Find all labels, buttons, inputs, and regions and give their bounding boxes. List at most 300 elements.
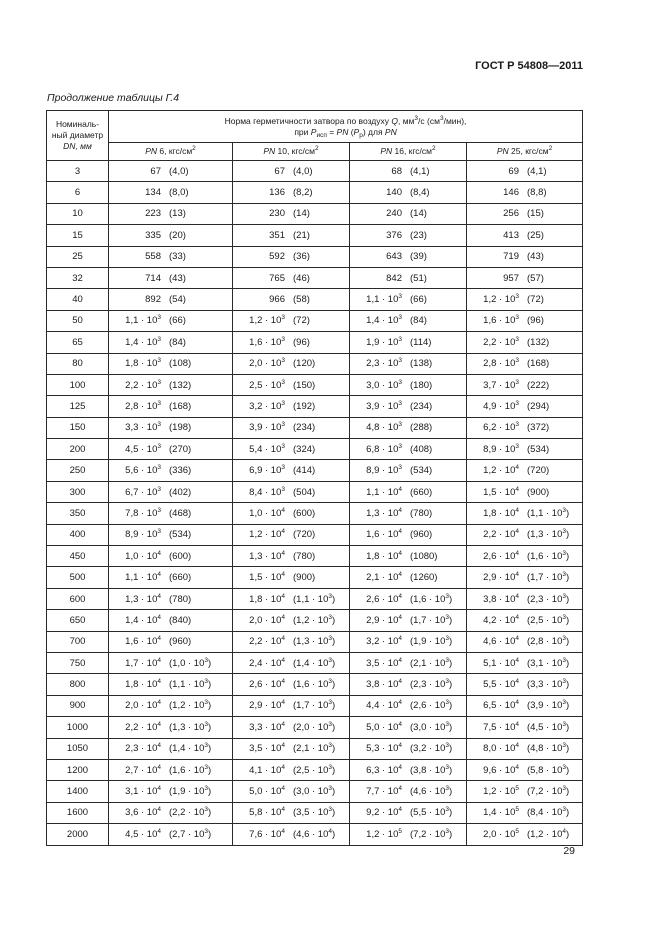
leak-rate-cm3min: $(2,3 \cdot 10^3)$: [527, 592, 570, 605]
leak-rate-cell: [109, 182, 233, 203]
leak-rate-cell: [109, 674, 233, 695]
leak-rate-cell: [350, 161, 467, 182]
table-row: [47, 610, 583, 631]
leak-rate-cm3min: (36): [293, 251, 310, 263]
leak-rate-mm3s: $1,1 \cdot 10^3$: [125, 314, 161, 327]
leak-rate-cm3min: (288): [410, 422, 433, 434]
leak-rate-cell: [233, 417, 350, 438]
leak-rate-cell: [350, 353, 467, 374]
table-row: [47, 353, 583, 374]
pn25-column-header: PN 25, кгс/$см^2$: [467, 143, 583, 161]
leak-rate-mm3s: $7,8 \cdot 10^3$: [125, 506, 161, 519]
norm-header: [109, 111, 583, 143]
dn-cell: 750: [47, 652, 109, 673]
leak-rate-cm3min: (13): [169, 208, 186, 220]
leak-rate-mm3s: $2,0 \cdot 10^3$: [249, 357, 285, 370]
dn-cell: 125: [47, 396, 109, 417]
leak-rate-cell: [467, 759, 583, 780]
leak-rate-mm3s: $2,6 \cdot 10^4$: [249, 678, 285, 691]
leak-rate-mm3s: $2,7 \cdot 10^4$: [125, 763, 161, 776]
leak-rate-cell: [109, 631, 233, 652]
leak-rate-cm3min: (20): [169, 229, 186, 241]
leak-rate-mm3s: $1,4 \cdot 10^3$: [125, 335, 161, 348]
dn-cell: 500: [47, 567, 109, 588]
leak-rate-cell: [350, 546, 467, 567]
leak-rate-cm3min: $(1,6 \cdot 10^3)$: [169, 763, 212, 776]
leak-rate-cell: [350, 246, 467, 267]
leak-rate-mm3s: $8,0 \cdot 10^4$: [483, 742, 519, 755]
leak-rate-cell: [467, 310, 583, 331]
leak-rate-cell: [467, 546, 583, 567]
leak-rate-cell: [233, 310, 350, 331]
leak-rate-cm3min: (21): [293, 229, 310, 241]
leak-rate-mm3s: $3,5 \cdot 10^4$: [366, 656, 402, 669]
leak-rate-cm3min: (534): [527, 443, 550, 455]
leak-rate-mm3s: 67: [274, 165, 285, 177]
leak-rate-cm3min: (660): [410, 486, 433, 498]
leak-rate-mm3s: $4,4 \cdot 10^4$: [366, 699, 402, 712]
dn-cell: 250: [47, 460, 109, 481]
table-row: [47, 439, 583, 460]
leak-rate-mm3s: $2,5 \cdot 10^3$: [249, 378, 285, 391]
dn-cell: 450: [47, 546, 109, 567]
leak-rate-mm3s: 146: [503, 187, 519, 199]
dn-cell: 100: [47, 374, 109, 395]
dn-cell: 1600: [47, 802, 109, 823]
leak-rate-cell: [233, 567, 350, 588]
dn-cell: 1050: [47, 738, 109, 759]
leak-rate-cm3min: $(2,2 \cdot 10^3)$: [169, 806, 212, 819]
leak-rate-cm3min: (324): [293, 443, 316, 455]
leak-rate-cm3min: $(4,8 \cdot 10^3)$: [527, 742, 570, 755]
leak-rate-mm3s: 966: [269, 294, 285, 306]
leak-rate-cm3min: $(1,2 \cdot 10^3)$: [169, 699, 212, 712]
leak-rate-cm3min: (43): [527, 251, 544, 263]
table-row: [47, 481, 583, 502]
leak-rate-cell: [233, 759, 350, 780]
leak-rate-cell: [350, 802, 467, 823]
leak-rate-mm3s: $2,9 \cdot 10^4$: [249, 699, 285, 712]
dn-cell: 1400: [47, 781, 109, 802]
leak-rate-mm3s: $6,2 \cdot 10^3$: [483, 421, 519, 434]
leak-rate-cell: [350, 460, 467, 481]
leak-rate-cell: [109, 824, 233, 845]
leak-rate-mm3s: $3,9 \cdot 10^3$: [366, 399, 402, 412]
leak-rate-mm3s: $3,0 \cdot 10^3$: [366, 378, 402, 391]
leak-rate-cell: [233, 781, 350, 802]
leak-rate-cm3min: (408): [410, 443, 433, 455]
leak-rate-cell: [109, 332, 233, 353]
leak-rate-cm3min: (72): [527, 294, 544, 306]
leak-rate-cell: [467, 439, 583, 460]
leak-rate-mm3s: 68: [391, 165, 402, 177]
leak-rate-cell: [233, 396, 350, 417]
table-caption: Продолжение таблицы Г.4: [47, 92, 180, 104]
leak-rate-mm3s: $1,8 \cdot 10^4$: [125, 678, 161, 691]
leak-rate-cm3min: (14): [410, 208, 427, 220]
leak-rate-cell: [467, 631, 583, 652]
leak-rate-cm3min: (51): [410, 272, 427, 284]
leak-rate-mm3s: 714: [145, 272, 161, 284]
dn-cell: 400: [47, 524, 109, 545]
leak-rate-mm3s: $1,6 \cdot 10^3$: [249, 335, 285, 348]
leak-rate-mm3s: $2,2 \cdot 10^4$: [125, 720, 161, 733]
leak-rate-cm3min: (23): [410, 229, 427, 241]
leak-rate-mm3s: $2,3 \cdot 10^3$: [366, 357, 402, 370]
leak-rate-mm3s: 413: [503, 229, 519, 241]
leak-rate-cell: [350, 652, 467, 673]
leak-rate-mm3s: 230: [269, 208, 285, 220]
dn-cell: 3: [47, 161, 109, 182]
leak-rate-cell: [233, 289, 350, 310]
leak-rate-mm3s: $6,5 \cdot 10^4$: [483, 699, 519, 712]
leak-rate-mm3s: $8,4 \cdot 10^3$: [249, 485, 285, 498]
leak-rate-cell: [109, 524, 233, 545]
leak-rate-cell: [109, 246, 233, 267]
leak-rate-cm3min: (468): [169, 507, 192, 519]
leak-rate-cell: [467, 738, 583, 759]
leak-rate-cm3min: (372): [527, 422, 550, 434]
leak-rate-cm3min: (14): [293, 208, 310, 220]
leak-rate-mm3s: $8,9 \cdot 10^3$: [483, 442, 519, 455]
leak-rate-cell: [350, 759, 467, 780]
leak-rate-cell: [467, 674, 583, 695]
leak-rate-cell: [233, 374, 350, 395]
leak-rate-mm3s: 335: [145, 229, 161, 241]
leak-rate-cm3min: $(1,6 \cdot 10^3)$: [410, 592, 453, 605]
leak-rate-mm3s: $4,5 \cdot 10^3$: [125, 442, 161, 455]
leak-rate-cm3min: (168): [169, 400, 192, 412]
leak-rate-cell: [233, 503, 350, 524]
leak-rate-mm3s: $1,7 \cdot 10^4$: [125, 656, 161, 669]
leak-rate-cell: [109, 503, 233, 524]
leak-rate-cm3min: (96): [293, 336, 310, 348]
leak-rate-cm3min: (504): [293, 486, 316, 498]
norm-header-line-2: при $P_{исп}$ = PN $(P_р)$ для PN: [294, 126, 397, 139]
leak-rate-cm3min: $(7,2 \cdot 10^3)$: [410, 827, 453, 840]
leak-rate-cm3min: (120): [293, 358, 316, 370]
leak-rate-mm3s: $1,5 \cdot 10^4$: [249, 571, 285, 584]
leak-rate-cell: [350, 332, 467, 353]
table-row: [47, 374, 583, 395]
leak-rate-cell: [233, 652, 350, 673]
leak-rate-cm3min: $(1,1 \cdot 10^3)$: [527, 506, 570, 519]
leak-rate-cm3min: $(2,6 \cdot 10^3)$: [410, 699, 453, 712]
leak-rate-mm3s: $4,8 \cdot 10^3$: [366, 421, 402, 434]
table-row: [47, 225, 583, 246]
leak-rate-cell: [350, 674, 467, 695]
dn-cell: 200: [47, 439, 109, 460]
leak-rate-cell: [109, 310, 233, 331]
leak-rate-cm3min: (720): [293, 529, 316, 541]
leak-rate-cell: [350, 524, 467, 545]
leak-rate-cell: [467, 503, 583, 524]
leak-rate-mm3s: $1,4 \cdot 10^5$: [483, 806, 519, 819]
leak-rate-cell: [350, 267, 467, 288]
leak-rate-cell: [109, 759, 233, 780]
leak-rate-cell: [467, 225, 583, 246]
leak-rate-mm3s: $3,6 \cdot 10^4$: [125, 806, 161, 819]
leak-rate-cm3min: (534): [410, 465, 433, 477]
leak-rate-cm3min: $(3,9 \cdot 10^3)$: [527, 699, 570, 712]
leak-rate-cell: [350, 695, 467, 716]
leak-rate-cm3min: (900): [293, 572, 316, 584]
leak-rate-mm3s: $3,1 \cdot 10^4$: [125, 785, 161, 798]
leak-rate-mm3s: $3,2 \cdot 10^4$: [366, 635, 402, 648]
leak-rate-cm3min: (8,0): [169, 187, 189, 199]
leak-rate-cm3min: (780): [293, 550, 316, 562]
leak-rate-cell: [109, 203, 233, 224]
table-row: [47, 332, 583, 353]
leak-rate-mm3s: 69: [508, 165, 519, 177]
leak-rate-mm3s: $7,6 \cdot 10^4$: [249, 827, 285, 840]
table-row: [47, 524, 583, 545]
table-row: [47, 652, 583, 673]
dn-cell: 1200: [47, 759, 109, 780]
leak-rate-cm3min: $(2,1 \cdot 10^3)$: [293, 742, 336, 755]
leak-rate-cm3min: (192): [293, 400, 316, 412]
leak-rate-cm3min: (8,8): [527, 187, 547, 199]
leak-rate-mm3s: $1,2 \cdot 10^5$: [483, 785, 519, 798]
leak-rate-mm3s: 256: [503, 208, 519, 220]
leak-rate-cell: [350, 225, 467, 246]
leak-rate-mm3s: $1,2 \cdot 10^4$: [249, 528, 285, 541]
leak-rate-mm3s: $5,3 \cdot 10^4$: [366, 742, 402, 755]
leak-rate-cm3min: $(1,2 \cdot 10^3)$: [293, 613, 336, 626]
leak-rate-mm3s: 67: [150, 165, 161, 177]
leak-rate-mm3s: $3,2 \cdot 10^3$: [249, 399, 285, 412]
leak-rate-mm3s: $1,3 \cdot 10^4$: [249, 549, 285, 562]
leak-rate-cell: [233, 524, 350, 545]
leak-rate-mm3s: $3,8 \cdot 10^4$: [366, 678, 402, 691]
leak-rate-mm3s: $4,2 \cdot 10^4$: [483, 613, 519, 626]
leak-rate-cm3min: $(3,0 \cdot 10^3)$: [410, 720, 453, 733]
leak-rate-cell: [350, 588, 467, 609]
leak-rate-cell: [109, 353, 233, 374]
leak-rate-cell: [109, 588, 233, 609]
leak-rate-cm3min: $(1,4 \cdot 10^3)$: [293, 656, 336, 669]
leak-rate-cm3min: $(1,9 \cdot 10^3)$: [169, 785, 212, 798]
leak-rate-cell: [233, 203, 350, 224]
leak-rate-cm3min: (96): [527, 315, 544, 327]
leak-rate-mm3s: $1,1 \cdot 10^4$: [366, 485, 402, 498]
leak-rate-cell: [467, 460, 583, 481]
leak-rate-cm3min: (4,0): [293, 165, 313, 177]
leak-rate-mm3s: $1,2 \cdot 10^5$: [366, 827, 402, 840]
leak-rate-cm3min: (336): [169, 465, 192, 477]
leak-rate-cell: [467, 695, 583, 716]
dn-cell: 65: [47, 332, 109, 353]
leak-rate-cm3min: (58): [293, 294, 310, 306]
leak-rate-mm3s: $3,7 \cdot 10^3$: [483, 378, 519, 391]
table-row: [47, 824, 583, 845]
leak-rate-cell: [350, 567, 467, 588]
dn-column-header: [47, 111, 109, 161]
leak-rate-mm3s: $9,6 \cdot 10^4$: [483, 763, 519, 776]
norm-header-line-1: Норма герметичности затвора по воздуху Q, $мм^3/с$ $(см^3/мин)$,: [224, 114, 467, 126]
leak-rate-cell: [233, 246, 350, 267]
leak-rate-cell: [467, 353, 583, 374]
table-row: [47, 759, 583, 780]
leak-rate-cm3min: $(2,8 \cdot 10^3)$: [527, 635, 570, 648]
leak-rate-cm3min: $(1,6 \cdot 10^3)$: [527, 549, 570, 562]
leak-rate-cm3min: (234): [410, 400, 433, 412]
leak-rate-cell: [109, 717, 233, 738]
leak-rate-cm3min: $(1,0 \cdot 10^3)$: [169, 656, 212, 669]
leak-rate-mm3s: 592: [269, 251, 285, 263]
leak-rate-cell: [350, 781, 467, 802]
leak-rate-cell: [467, 203, 583, 224]
leak-rate-cm3min: $(2,7 \cdot 10^3)$: [169, 827, 212, 840]
leak-rate-cell: [109, 374, 233, 395]
leak-rate-cell: [233, 225, 350, 246]
leak-rate-cm3min: (900): [527, 486, 550, 498]
leak-rate-mm3s: $7,5 \cdot 10^4$: [483, 720, 519, 733]
leak-rate-cell: [467, 781, 583, 802]
leak-rate-mm3s: $1,8 \cdot 10^3$: [125, 357, 161, 370]
dn-header-line: DN, мм: [63, 141, 92, 151]
leak-rate-cm3min: $(8,4 \cdot 10^3)$: [527, 806, 570, 819]
leak-rate-mm3s: $1,8 \cdot 10^4$: [249, 592, 285, 605]
dn-cell: 150: [47, 417, 109, 438]
leak-rate-cm3min: (72): [293, 315, 310, 327]
leak-rate-mm3s: $1,1 \cdot 10^3$: [366, 293, 402, 306]
leak-rate-cm3min: $(4,6 \cdot 10^4)$: [293, 827, 336, 840]
leak-rate-cm3min: $(3,8 \cdot 10^3)$: [410, 763, 453, 776]
dn-cell: 32: [47, 267, 109, 288]
dn-cell: 50: [47, 310, 109, 331]
leak-rate-mm3s: $1,3 \cdot 10^4$: [366, 506, 402, 519]
leak-rate-cell: [233, 717, 350, 738]
leak-rate-cell: [467, 246, 583, 267]
leak-rate-cm3min: (600): [293, 507, 316, 519]
leak-rate-mm3s: $3,3 \cdot 10^4$: [249, 720, 285, 733]
leak-rate-cell: [467, 824, 583, 845]
leak-rate-cm3min: (57): [527, 272, 544, 284]
dn-cell: 800: [47, 674, 109, 695]
leak-rate-cell: [350, 631, 467, 652]
leak-rate-cell: [109, 695, 233, 716]
pn6-column-header: PN 6, кгс/$см^2$: [109, 143, 233, 161]
leak-rate-cell: [109, 396, 233, 417]
leak-rate-cell: [109, 610, 233, 631]
leak-rate-cell: [233, 460, 350, 481]
leak-rate-cm3min: (168): [527, 358, 550, 370]
leak-rate-cm3min: (138): [410, 358, 433, 370]
leak-rate-cm3min: (33): [169, 251, 186, 263]
leak-rate-mm3s: $2,9 \cdot 10^4$: [483, 571, 519, 584]
leak-rate-cell: [467, 161, 583, 182]
leak-rate-cell: [467, 182, 583, 203]
leak-rate-mm3s: $5,6 \cdot 10^3$: [125, 464, 161, 477]
leak-rate-mm3s: $4,9 \cdot 10^3$: [483, 399, 519, 412]
dn-cell: 300: [47, 481, 109, 502]
leak-rate-mm3s: $5,0 \cdot 10^4$: [366, 720, 402, 733]
leak-rate-cm3min: (132): [169, 379, 192, 391]
leak-rate-cell: [233, 332, 350, 353]
leak-rate-cell: [467, 267, 583, 288]
leak-rate-mm3s: $4,6 \cdot 10^4$: [483, 635, 519, 648]
leak-rate-cm3min: $(5,8 \cdot 10^3)$: [527, 763, 570, 776]
leak-rate-cell: [233, 631, 350, 652]
leak-rate-mm3s: $6,8 \cdot 10^3$: [366, 442, 402, 455]
leak-rate-mm3s: $2,3 \cdot 10^4$: [125, 742, 161, 755]
table-row: [47, 674, 583, 695]
leak-rate-cell: [467, 374, 583, 395]
leak-rate-cm3min: (54): [169, 294, 186, 306]
leak-rate-mm3s: $6,7 \cdot 10^3$: [125, 485, 161, 498]
leak-rate-cell: [467, 332, 583, 353]
pn16-column-header: PN 16, кгс/$см^2$: [350, 143, 467, 161]
leak-rate-mm3s: 765: [269, 272, 285, 284]
leak-rate-cm3min: (132): [527, 336, 550, 348]
leak-rate-mm3s: $2,0 \cdot 10^4$: [125, 699, 161, 712]
leak-rate-cell: [109, 567, 233, 588]
leak-rate-mm3s: $5,8 \cdot 10^4$: [249, 806, 285, 819]
leak-rate-cell: [109, 161, 233, 182]
leak-rate-cell: [109, 546, 233, 567]
leak-rate-cm3min: (8,4): [410, 187, 430, 199]
dn-cell: 6: [47, 182, 109, 203]
leak-rate-cell: [233, 695, 350, 716]
leak-rate-mm3s: 136: [269, 187, 285, 199]
leak-rate-mm3s: $1,0 \cdot 10^4$: [125, 549, 161, 562]
leak-rate-mm3s: 376: [386, 229, 402, 241]
leak-rate-cell: [109, 802, 233, 823]
leak-rate-cm3min: $(1,3 \cdot 10^3)$: [169, 720, 212, 733]
table-row: [47, 717, 583, 738]
table-row: [47, 310, 583, 331]
leak-rate-mm3s: $8,9 \cdot 10^3$: [366, 464, 402, 477]
leak-rate-mm3s: $1,3 \cdot 10^4$: [125, 592, 161, 605]
leak-rate-mm3s: $3,5 \cdot 10^4$: [249, 742, 285, 755]
leak-rate-cell: [467, 524, 583, 545]
leak-rate-cm3min: (4,1): [527, 165, 547, 177]
leak-rate-cell: [109, 738, 233, 759]
leak-rate-cm3min: (4,0): [169, 165, 189, 177]
leak-rate-cell: [233, 353, 350, 374]
leak-rate-cell: [109, 289, 233, 310]
leak-rate-cell: [233, 824, 350, 845]
table-row: [47, 161, 583, 182]
leak-rate-cm3min: (294): [527, 400, 550, 412]
leak-rate-mm3s: $2,0 \cdot 10^5$: [483, 827, 519, 840]
leak-rate-cm3min: $(1,6 \cdot 10^3)$: [293, 678, 336, 691]
leak-rate-cm3min: $(7,2 \cdot 10^3)$: [527, 785, 570, 798]
leak-rate-mm3s: $1,2 \cdot 10^4$: [483, 464, 519, 477]
leak-rate-cm3min: $(4,6 \cdot 10^3)$: [410, 785, 453, 798]
table-row: [47, 267, 583, 288]
leak-rate-cm3min: (84): [410, 315, 427, 327]
leak-rate-cm3min: $(1,1 \cdot 10^3)$: [293, 592, 336, 605]
leak-rate-mm3s: $1,4 \cdot 10^3$: [366, 314, 402, 327]
leak-rate-cell: [109, 460, 233, 481]
leak-rate-cm3min: (46): [293, 272, 310, 284]
leak-rate-cm3min: $(3,5 \cdot 10^3)$: [293, 806, 336, 819]
leak-rate-cm3min: $(1,4 \cdot 10^3)$: [169, 742, 212, 755]
leak-rate-mm3s: 558: [145, 251, 161, 263]
leak-rate-cm3min: (66): [169, 315, 186, 327]
dn-cell: 10: [47, 203, 109, 224]
leak-rate-mm3s: $1,1 \cdot 10^4$: [125, 571, 161, 584]
leak-rate-cell: [467, 417, 583, 438]
leak-rate-cell: [233, 802, 350, 823]
dn-cell: 350: [47, 503, 109, 524]
leak-rate-cell: [350, 396, 467, 417]
leak-rate-cm3min: $(2,0 \cdot 10^3)$: [293, 720, 336, 733]
dn-cell: 1000: [47, 717, 109, 738]
leak-rate-cm3min: $(1,2 \cdot 10^4)$: [527, 827, 570, 840]
